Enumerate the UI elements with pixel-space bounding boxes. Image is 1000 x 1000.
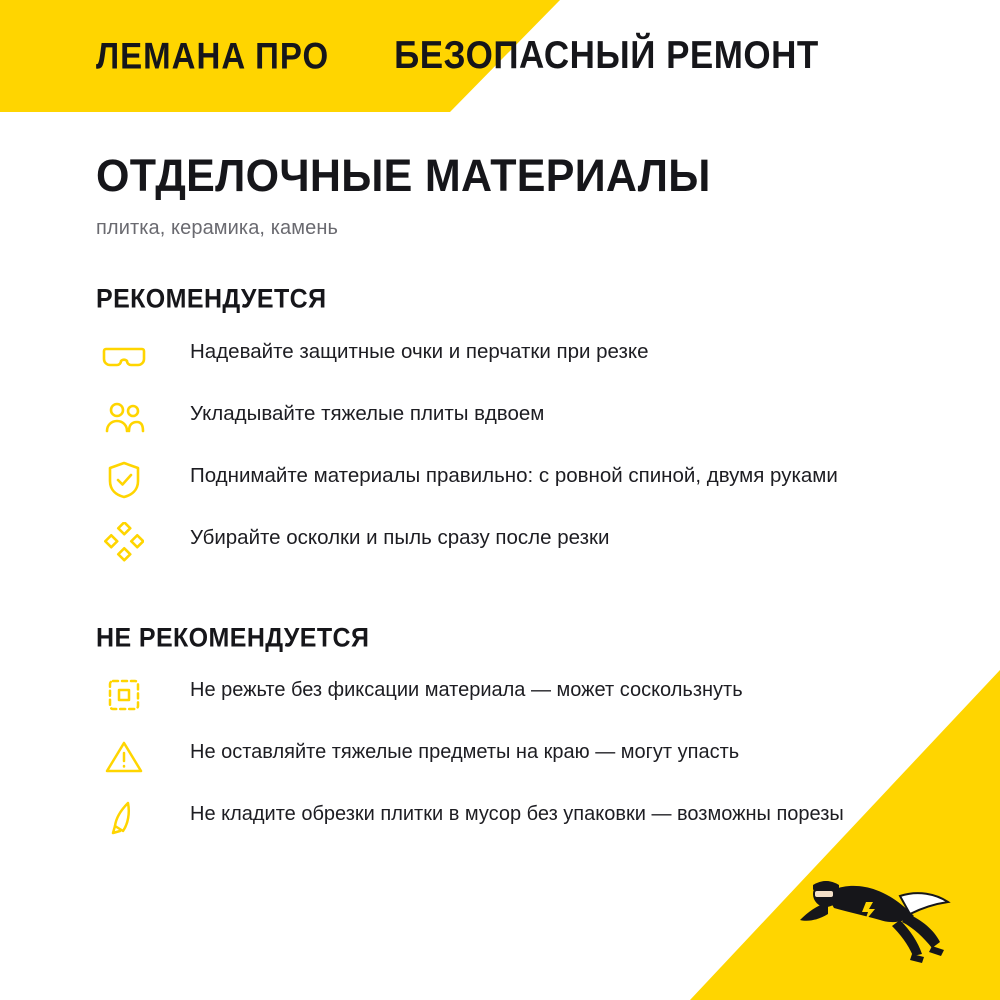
list-item (96, 399, 904, 441)
list-item-text: Надевайте защитные очки и перчатки при резке (190, 340, 649, 364)
list-item (96, 461, 904, 503)
safety-goggles-icon (96, 333, 152, 379)
blade-cut-icon (96, 796, 152, 842)
section-title-recommended: РЕКОМЕНДУЕТСЯ (96, 284, 327, 314)
list-item (96, 337, 904, 379)
no-fixation-frame-icon (96, 672, 152, 718)
flying-worker-mascot (782, 850, 962, 970)
header-title: БЕЗОПАСНЫЙ РЕМОНТ (394, 34, 819, 77)
list-item-text: Поднимайте материалы правильно: с ровной спиной, двумя руками (190, 464, 838, 488)
brand-pro-badge: ПРО (255, 34, 330, 77)
section-title-not-recommended: НЕ РЕКОМЕНДУЕТСЯ (96, 623, 370, 653)
list-item-text: Не кладите обрезки плитки в мусор без упаковки — возможны порезы (190, 803, 844, 826)
two-people-icon (96, 395, 152, 441)
page-subtitle: плитка, керамика, камень (96, 217, 338, 240)
warning-triangle-icon (96, 734, 152, 780)
list-item-text: Не оставляйте тяжелые предметы на краю — могут упасть (190, 741, 740, 764)
section-not-recommended (96, 623, 904, 842)
list-item (96, 676, 904, 718)
list-item (96, 800, 904, 842)
recommended-list (96, 337, 904, 565)
page-title: ОТДЕЛОЧНЫЕ МАТЕРИАЛЫ (96, 150, 711, 202)
four-diamonds-icon (96, 519, 152, 565)
list-item (96, 738, 904, 780)
brand-logo (96, 34, 330, 77)
list-item (96, 523, 904, 565)
section-recommended (96, 284, 904, 565)
brand-name: ЛЕМАНА (96, 34, 247, 77)
header (0, 0, 1000, 112)
list-item-text: Укладывайте тяжелые плиты вдвоем (190, 402, 545, 426)
list-item-text: Не режьте без фиксации материала — может соскользнуть (190, 679, 743, 702)
not-recommended-list (96, 676, 904, 842)
list-item-text: Убирайте осколки и пыль сразу после резки (190, 526, 610, 550)
content (0, 112, 1000, 862)
shield-check-icon (96, 457, 152, 503)
